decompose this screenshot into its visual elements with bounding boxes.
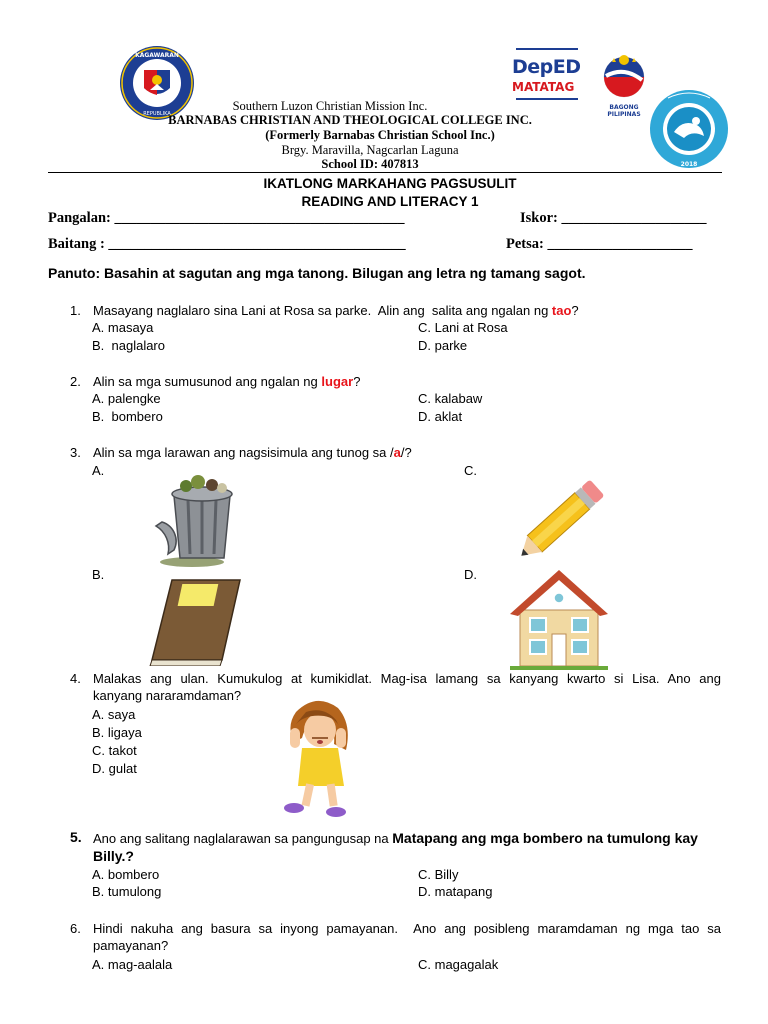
question-4-line-1: Malakas ang ulan. Kumukulog at kumikidlat. Mag-isa lamang sa kanyang kwarto si Lisa. Ano ang xyxy=(93,671,721,686)
school-id: School ID: 407813 xyxy=(321,157,419,171)
question-3-text: Alin sa mga larawan ang nagsisimula ang tunog sa /a/? xyxy=(93,445,412,460)
q3-choice-a[interactable]: A. xyxy=(92,463,105,478)
question-1-number: 1. xyxy=(70,303,81,318)
exam-title: IKATLONG MARKAHANG PAGSUSULIT xyxy=(263,176,517,191)
instructions: Panuto: Basahin at sagutan ang mga tanong. Bilugan ang letra ng tamang sagot. xyxy=(48,265,586,281)
q3-choice-c[interactable]: C. xyxy=(464,463,477,478)
question-6-number: 6. xyxy=(70,921,81,936)
school-address: Brgy. Maravilla, Nagcarlan Laguna xyxy=(281,143,459,157)
question-3-keyword: a xyxy=(393,445,401,460)
q1-choice-c[interactable]: C. Lani at Rosa xyxy=(418,320,508,335)
q2-choice-d[interactable]: D. aklat xyxy=(418,409,463,424)
question-4-number: 4. xyxy=(70,671,81,686)
bagong-pilipinas-label: BAGONG PILIPINAS xyxy=(607,104,641,118)
question-1-keyword: tao xyxy=(551,303,572,318)
q2-choice-c[interactable]: C. kalabaw xyxy=(418,391,483,406)
question-5-sentence-end: Billy.? xyxy=(93,848,134,864)
former-name: (Formerly Barnabas Christian School Inc.) xyxy=(265,128,495,142)
q1-choice-a[interactable]: A. masaya xyxy=(92,320,154,335)
q5-choice-c[interactable]: C. Billy xyxy=(418,867,459,882)
house-picture xyxy=(510,566,608,670)
question-2-keyword: lugar xyxy=(321,374,354,389)
question-4-line-2: kanyang nararamdaman? xyxy=(93,688,242,703)
college-name: BARNABAS CHRISTIAN AND THEOLOGICAL COLLEGE INC. xyxy=(168,113,532,127)
q1-choice-d[interactable]: D. parke xyxy=(418,338,468,353)
score-field[interactable]: Iskor: ____________________ xyxy=(520,210,707,226)
school-seal-year: 2018 xyxy=(680,161,698,168)
question-1-text: Masayang naglalaro sina Lani at Rosa sa parke. Alin ang salita ang ngalan ng tao? xyxy=(93,303,579,318)
book-picture xyxy=(148,576,242,666)
q3-choice-d[interactable]: D. xyxy=(464,567,477,582)
matatag-label: MATATAG xyxy=(512,80,575,94)
bagong-pilipinas-logo xyxy=(592,52,656,118)
question-3-number: 3. xyxy=(70,445,81,460)
name-field[interactable]: Pangalan: ________________________________________ xyxy=(48,210,405,226)
scared-girl-picture xyxy=(276,694,364,820)
q2-choice-a[interactable]: A. palengke xyxy=(92,391,161,406)
mission-name: Southern Luzon Christian Mission Inc. xyxy=(232,99,428,113)
q5-choice-d[interactable]: D. matapang xyxy=(418,884,493,899)
q4-choice-d[interactable]: D. gulat xyxy=(92,761,137,776)
q6-choice-a[interactable]: A. mag-aalala xyxy=(92,957,173,972)
header-divider xyxy=(48,172,722,173)
q5-choice-b[interactable]: B. tumulong xyxy=(92,884,162,899)
question-5-number: 5. xyxy=(70,829,82,845)
deped-brand: DepED xyxy=(512,56,581,78)
q2-choice-b[interactable]: B. bombero xyxy=(92,409,163,424)
date-field[interactable]: Petsa: ____________________ xyxy=(506,236,693,252)
svg-text:KAGAWARAN: KAGAWARAN xyxy=(135,52,179,59)
question-2-text: Alin sa mga sumusunod ang ngalan ng lugar? xyxy=(93,374,361,389)
deped-matatag-logo xyxy=(512,48,584,108)
question-6-line-2: pamayanan? xyxy=(93,938,169,953)
pencil-picture xyxy=(508,472,612,570)
q4-choice-c[interactable]: C. takot xyxy=(92,743,137,758)
q5-choice-a[interactable]: A. bombero xyxy=(92,867,160,882)
q3-choice-b[interactable]: B. xyxy=(92,567,105,582)
question-5-text: Ano ang salitang naglalarawan sa pangungusap na xyxy=(93,831,393,846)
q1-choice-b[interactable]: B. naglalaro xyxy=(92,338,165,353)
question-6-line-1: Hindi nakuha ang basura sa inyong pamayanan. Ano ang posibleng maramdaman ng mga tao sa xyxy=(93,921,721,936)
grade-field[interactable]: Baitang : _________________________________________ xyxy=(48,236,406,252)
svg-text:REPUBLIKA: REPUBLIKA xyxy=(143,111,171,117)
q6-choice-c[interactable]: C. magagalak xyxy=(418,957,499,972)
question-2-number: 2. xyxy=(70,374,81,389)
question-5-sentence: Matapang ang mga bombero na tumulong kay xyxy=(392,830,698,846)
q4-choice-a[interactable]: A. saya xyxy=(92,707,136,722)
question-5-line-1 xyxy=(93,829,721,848)
school-seal-logo xyxy=(648,88,730,170)
trash-can-picture xyxy=(152,470,250,570)
exam-subject: READING AND LITERACY 1 xyxy=(301,194,479,209)
q4-choice-b[interactable]: B. ligaya xyxy=(92,725,142,740)
